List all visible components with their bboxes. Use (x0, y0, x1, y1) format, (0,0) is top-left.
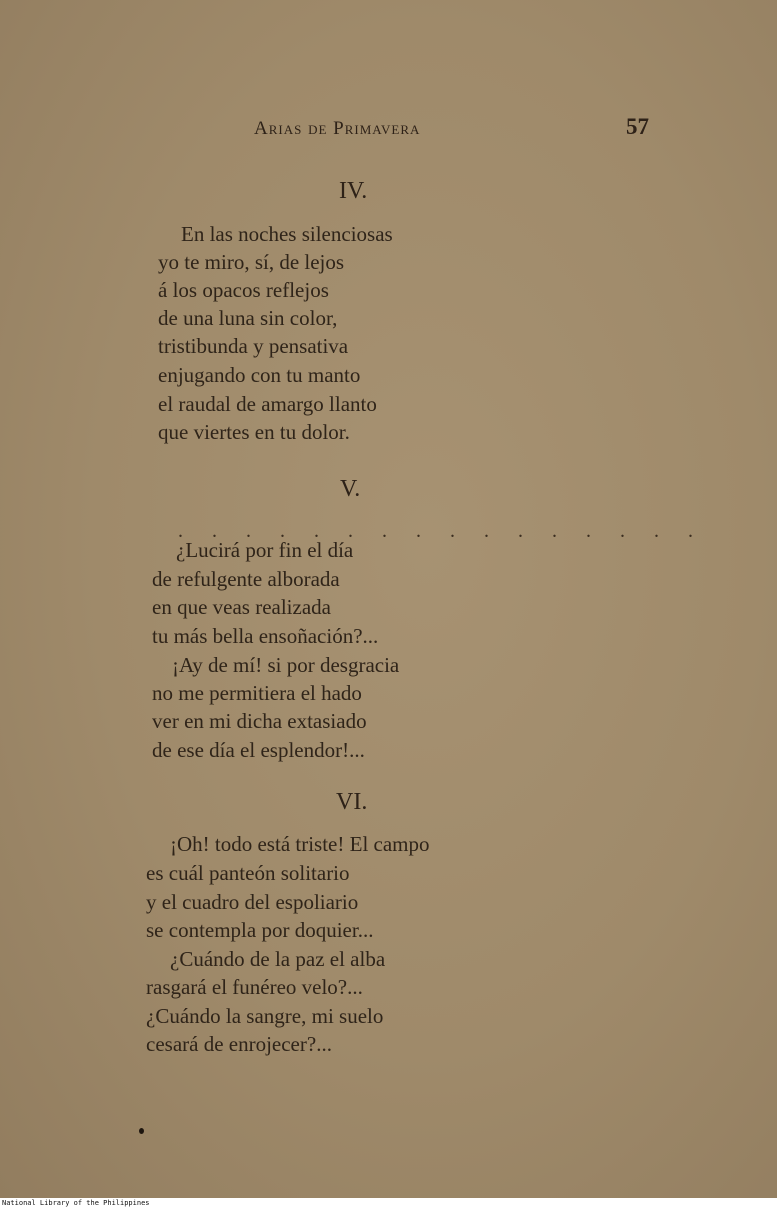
scan-footer-credit: National Library of the Philippines (2, 1199, 150, 1207)
verse-line: yo te miro, sí, de lejos (158, 250, 345, 274)
verse-line: de refulgente alborada (152, 567, 340, 591)
running-header-title: Arias de Primavera (254, 118, 421, 139)
verse-line: á los opacos reflejos (158, 278, 329, 302)
ellipsis-row: . . . . . . . . . . . . . . . . (178, 520, 705, 542)
verse-line: ver en mi dicha extasiado (152, 709, 367, 733)
verse-line: tristibunda y pensativa (158, 334, 349, 358)
section-heading-iv: IV. (339, 178, 368, 204)
verse-line: es cuál panteón solitario (146, 861, 350, 885)
verse-line: de una luna sin color, (158, 306, 338, 330)
verse-line: que viertes en tu dolor. (158, 420, 350, 444)
ink-speck (139, 1128, 144, 1134)
page-number: 57 (626, 114, 649, 139)
verse-line: no me permitiera el hado (152, 681, 362, 705)
verse-line: el raudal de amargo llanto (158, 392, 377, 416)
verse-line: ¿Lucirá por fin el día (176, 538, 354, 562)
verse-line: de ese día el esplendor!... (152, 738, 365, 762)
verse-line: se contempla por doquier... (146, 918, 374, 942)
verse-line: tu más bella ensoñación?... (152, 624, 379, 648)
section-heading-vi: VI. (336, 789, 368, 815)
section-heading-v: V. (340, 476, 361, 502)
verse-line: rasgará el funéreo velo?... (146, 975, 363, 999)
verse-line: ¡Ay de mí! si por desgracia (172, 653, 400, 677)
verse-line: ¡Oh! todo está triste! El campo (170, 832, 430, 856)
verse-line: cesará de enrojecer?... (146, 1032, 332, 1056)
verse-line: En las noches silenciosas (181, 222, 393, 246)
verse-line: enjugando con tu manto (158, 363, 361, 387)
verse-line: en que veas realizada (152, 595, 331, 619)
verse-line: ¿Cuándo de la paz el alba (170, 947, 386, 971)
verse-line: ¿Cuándo la sangre, mi suelo (146, 1004, 384, 1028)
verse-line: y el cuadro del espoliario (146, 890, 359, 914)
